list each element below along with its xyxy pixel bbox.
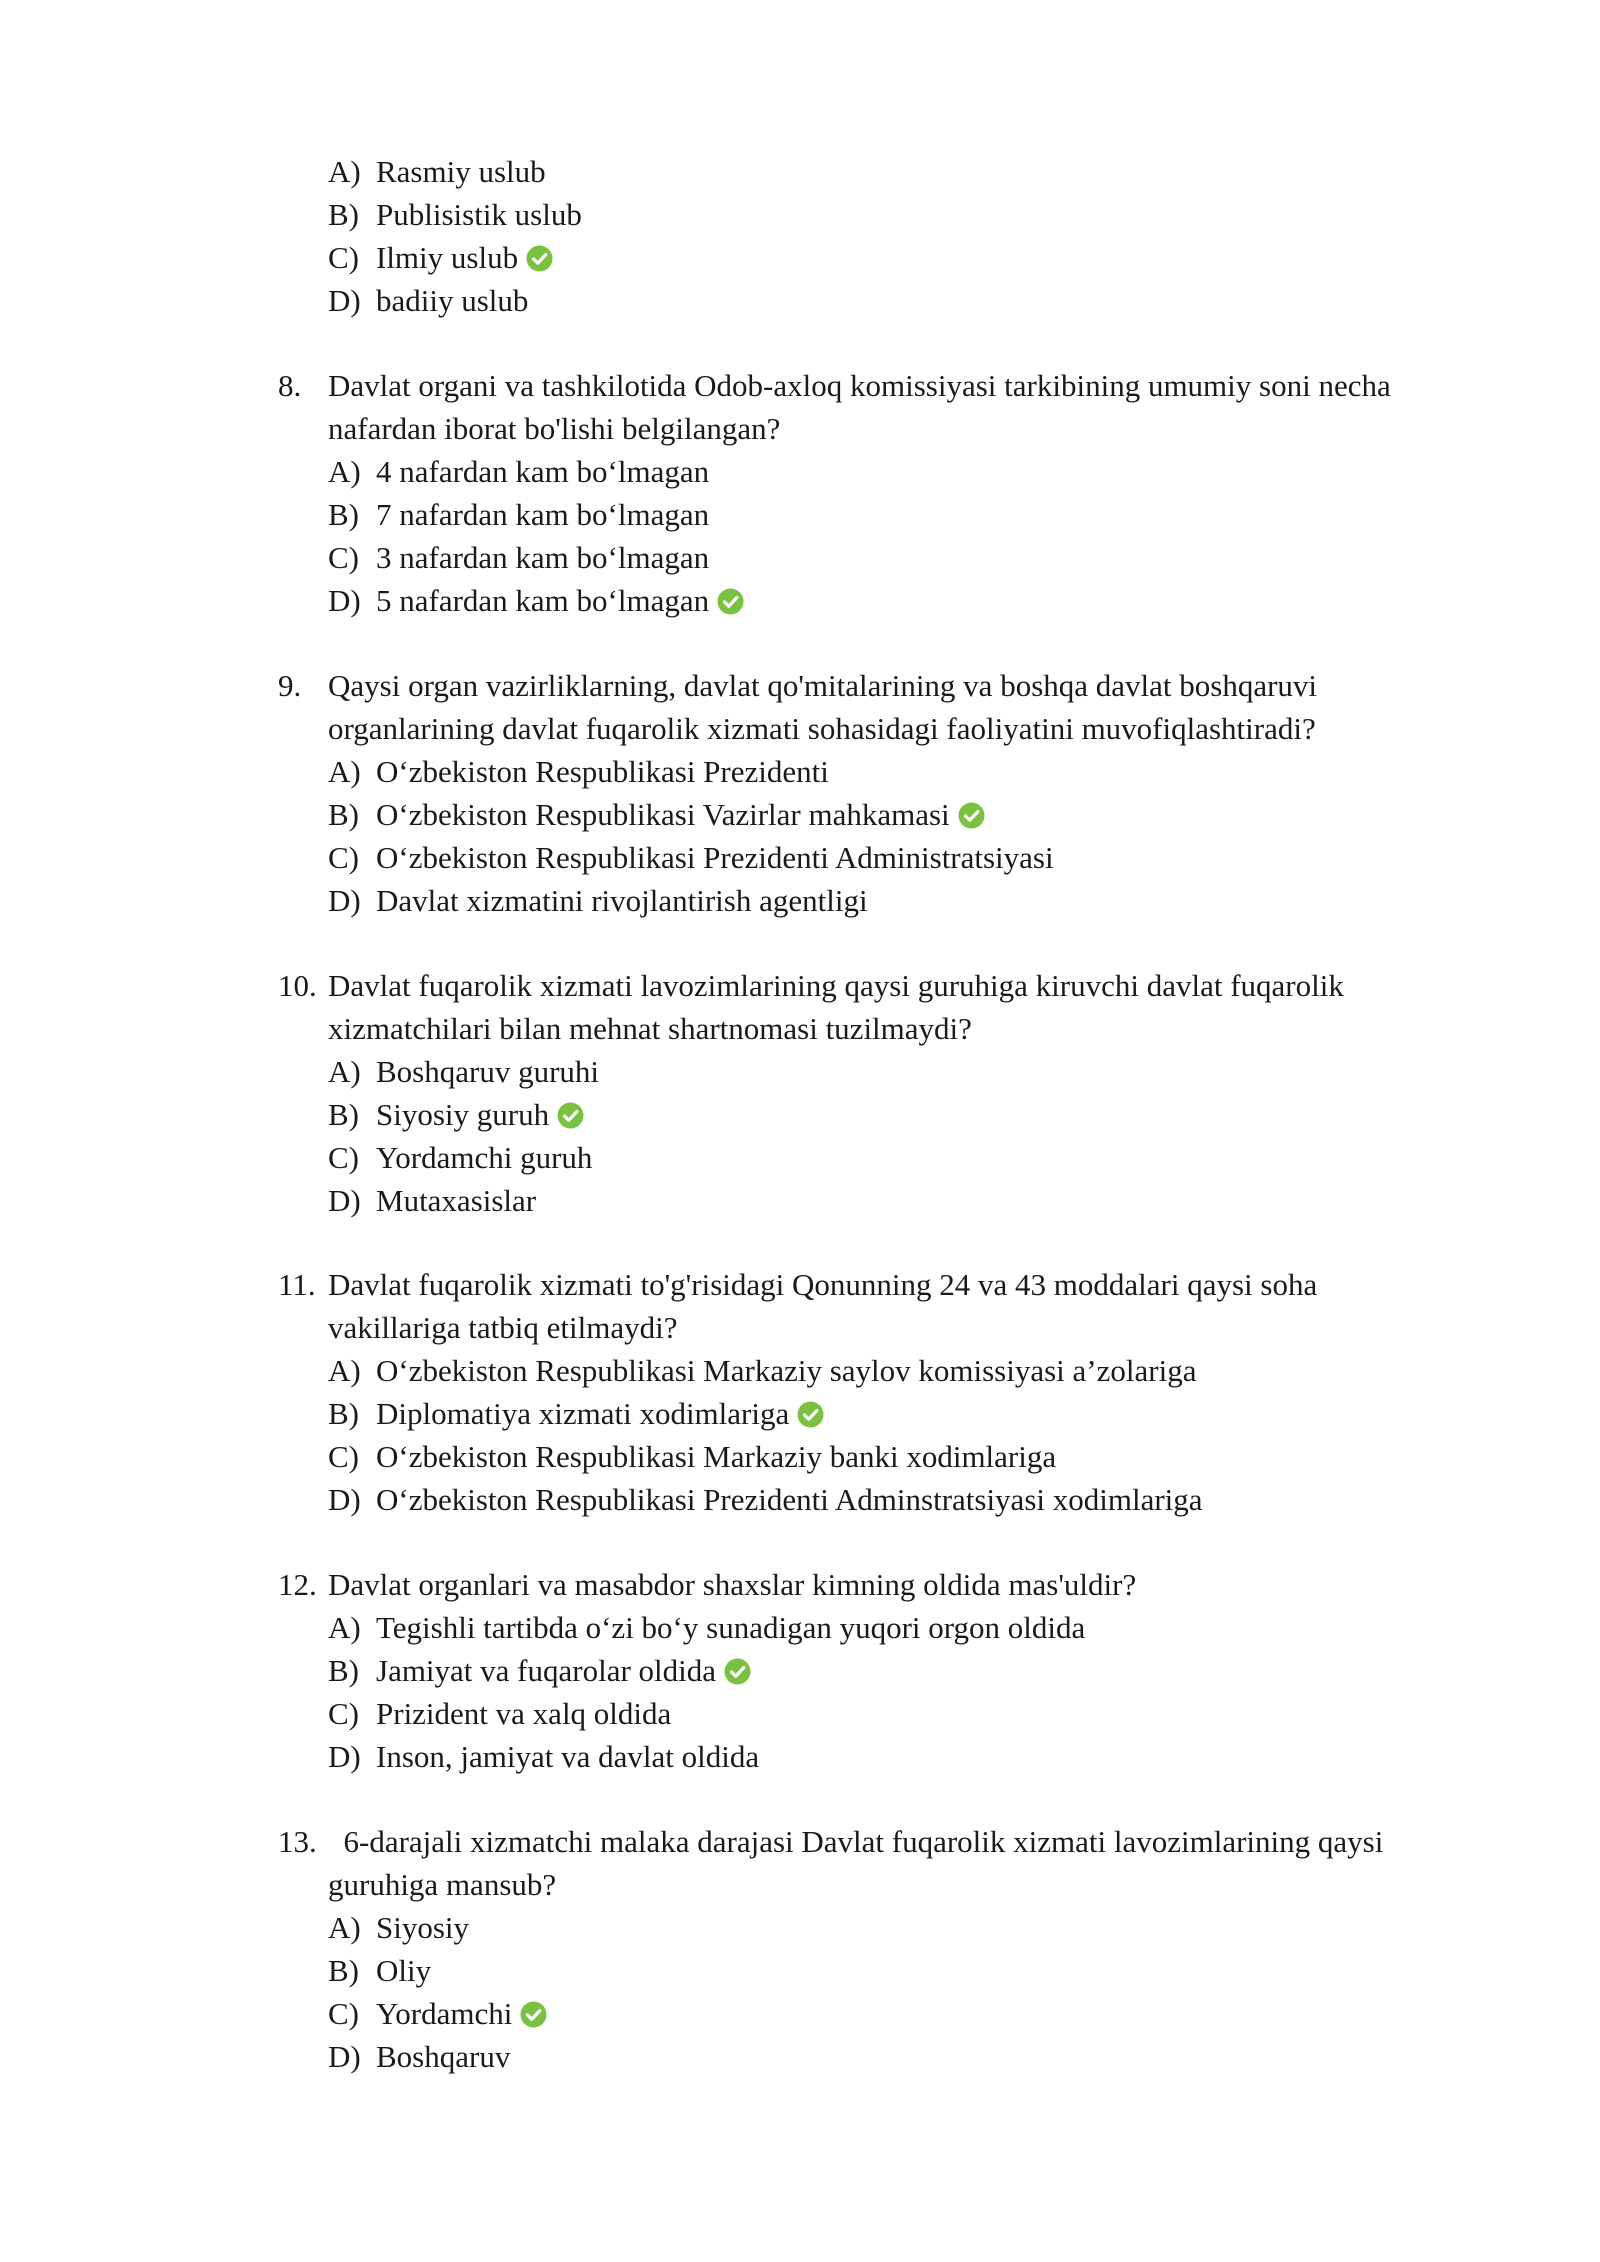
option-letter: D) — [328, 583, 361, 618]
correct-check-icon — [717, 588, 744, 615]
option-text: Boshqaruv guruhi — [376, 1054, 600, 1089]
question-number: 13. — [278, 1824, 317, 1859]
option-row — [0, 193, 1600, 236]
option-letter: D) — [328, 1739, 361, 1774]
question-line — [0, 664, 1600, 707]
option-row — [0, 1349, 1600, 1392]
option-letter: D) — [328, 283, 361, 318]
option-letter: D) — [328, 883, 361, 918]
option-letter: B) — [328, 1653, 359, 1688]
option-text: Rasmiy uslub — [376, 154, 546, 189]
option-letter: B) — [328, 197, 359, 232]
correct-check-icon — [958, 802, 985, 829]
option-text: Tegishli tartibda o‘zi bo‘y sunadigan yuqori orgon oldida — [376, 1610, 1086, 1645]
option-letter: A) — [328, 754, 361, 789]
option-text: badiiy uslub — [376, 283, 529, 318]
option-text: O‘zbekiston Respublikasi Vazirlar mahkamasi — [376, 793, 985, 836]
option-row — [0, 1649, 1600, 1692]
option-letter: B) — [328, 497, 359, 532]
question-line — [0, 1863, 1600, 1906]
option-row — [0, 1478, 1600, 1521]
option-letter: D) — [328, 1183, 361, 1218]
option-text: Diplomatiya xizmati xodimlariga — [376, 1392, 824, 1435]
question-text: organlarining davlat fuqarolik xizmati sohasidagi faoliyatini muvofiqlashtiradi? — [328, 711, 1316, 746]
option-row — [0, 536, 1600, 579]
option-text: Yordamchi — [376, 1992, 547, 2035]
option-letter: C) — [328, 1140, 359, 1175]
question-line — [0, 1263, 1600, 1306]
option-row — [0, 1735, 1600, 1778]
option-text: O‘zbekiston Respublikasi Markaziy saylov komissiyasi a’zolariga — [376, 1353, 1197, 1388]
question-block-8 — [0, 364, 1600, 622]
option-row — [0, 879, 1600, 922]
question-line — [0, 1306, 1600, 1349]
option-row — [0, 150, 1600, 193]
option-letter: C) — [328, 1439, 359, 1474]
question-number: 11. — [278, 1267, 316, 1302]
option-text: Ilmiy uslub — [376, 236, 553, 279]
option-letter: A) — [328, 1054, 361, 1089]
question-line — [0, 1007, 1600, 1050]
option-text: O‘zbekiston Respublikasi Prezidenti Administratsiyasi — [376, 840, 1054, 875]
option-text: Prizident va xalq oldida — [376, 1696, 672, 1731]
option-text: 5 nafardan kam bo‘lmagan — [376, 579, 744, 622]
option-text: O‘zbekiston Respublikasi Markaziy banki xodimlariga — [376, 1439, 1057, 1474]
question-text: Davlat organi va tashkilotida Odob-axloq komissiyasi tarkibining umumiy soni necha — [328, 368, 1391, 403]
question-text: vakillariga tatbiq etilmaydi? — [328, 1310, 678, 1345]
option-row — [0, 750, 1600, 793]
option-row — [0, 2035, 1600, 2078]
option-row — [0, 1606, 1600, 1649]
option-row — [0, 1692, 1600, 1735]
option-text: O‘zbekiston Respublikasi Prezidenti Adminstratsiyasi xodimlariga — [376, 1482, 1203, 1517]
option-row — [0, 1906, 1600, 1949]
option-letter: B) — [328, 1396, 359, 1431]
question-block-12 — [0, 1563, 1600, 1778]
option-letter: C) — [328, 1696, 359, 1731]
correct-check-icon — [797, 1401, 824, 1428]
option-row — [0, 836, 1600, 879]
option-letter: C) — [328, 840, 359, 875]
option-row — [0, 1179, 1600, 1222]
question-text: nafardan iborat bo'lishi belgilangan? — [328, 411, 781, 446]
question-block-9 — [0, 664, 1600, 922]
option-row — [0, 450, 1600, 493]
question-number: 8. — [278, 368, 302, 403]
question-block-13 — [0, 1820, 1600, 2078]
option-text: Inson, jamiyat va davlat oldida — [376, 1739, 760, 1774]
option-text: 4 nafardan kam bo‘lmagan — [376, 454, 710, 489]
option-text: Mutaxasislar — [376, 1183, 537, 1218]
question-text: 6-darajali xizmatchi malaka darajasi Davlat fuqarolik xizmati lavozimlarining qaysi — [328, 1824, 1384, 1859]
option-row — [0, 1093, 1600, 1136]
option-row — [0, 493, 1600, 536]
question-line — [0, 364, 1600, 407]
question-block-11 — [0, 1263, 1600, 1521]
option-text: 3 nafardan kam bo‘lmagan — [376, 540, 710, 575]
question-number: 9. — [278, 668, 302, 703]
option-row — [0, 1435, 1600, 1478]
option-letter: A) — [328, 454, 361, 489]
question-number: 12. — [278, 1567, 317, 1602]
option-text: Davlat xizmatini rivojlantirish agentligi — [376, 883, 868, 918]
option-letter: D) — [328, 1482, 361, 1517]
option-text: Publisistik uslub — [376, 197, 582, 232]
option-letter: C) — [328, 1996, 359, 2031]
question-text: Davlat fuqarolik xizmati to'g'risidagi Qonunning 24 va 43 moddalari qaysi soha — [328, 1267, 1318, 1302]
option-letter: B) — [328, 1097, 359, 1132]
correct-check-icon — [526, 245, 553, 272]
question-line — [0, 407, 1600, 450]
option-letter: A) — [328, 1910, 361, 1945]
question-text: Davlat organlari va masabdor shaxslar kimning oldida mas'uldir? — [328, 1567, 1137, 1602]
question-line — [0, 707, 1600, 750]
option-letter: D) — [328, 2039, 361, 2074]
option-row — [0, 236, 1600, 279]
question-block-10 — [0, 964, 1600, 1222]
question-text: Davlat fuqarolik xizmati lavozimlarining qaysi guruhiga kiruvchi davlat fuqarolik — [328, 968, 1344, 1003]
option-letter: A) — [328, 1610, 361, 1645]
question-number: 10. — [278, 968, 317, 1003]
option-row — [0, 1050, 1600, 1093]
option-row — [0, 579, 1600, 622]
option-letter: C) — [328, 540, 359, 575]
question-line — [0, 1563, 1600, 1606]
question-text: Qaysi organ vazirliklarning, davlat qo'mitalarining va boshqa davlat boshqaruvi — [328, 668, 1318, 703]
question-text: xizmatchilari bilan mehnat shartnomasi tuzilmaydi? — [328, 1011, 972, 1046]
option-text: O‘zbekiston Respublikasi Prezidenti — [376, 754, 829, 789]
option-text: Siyosiy — [376, 1910, 470, 1945]
correct-check-icon — [557, 1102, 584, 1129]
question-line — [0, 964, 1600, 1007]
option-text: Siyosiy guruh — [376, 1093, 584, 1136]
option-text: Yordamchi guruh — [376, 1140, 593, 1175]
option-text: Oliy — [376, 1953, 432, 1988]
option-letter: B) — [328, 1953, 359, 1988]
option-text: 7 nafardan kam bo‘lmagan — [376, 497, 710, 532]
option-letter: A) — [328, 1353, 361, 1388]
option-letter: A) — [328, 154, 361, 189]
question-text: guruhiga mansub? — [328, 1867, 557, 1902]
option-row — [0, 793, 1600, 836]
option-row — [0, 279, 1600, 322]
correct-check-icon — [520, 2001, 547, 2028]
option-row — [0, 1992, 1600, 2035]
option-row — [0, 1949, 1600, 1992]
option-text: Jamiyat va fuqarolar oldida — [376, 1649, 751, 1692]
option-row — [0, 1392, 1600, 1435]
option-row — [0, 1136, 1600, 1179]
option-letter: B) — [328, 797, 359, 832]
question-line — [0, 1820, 1600, 1863]
option-letter: C) — [328, 240, 359, 275]
question-block-7 — [0, 150, 1600, 322]
option-text: Boshqaruv — [376, 2039, 511, 2074]
correct-check-icon — [724, 1658, 751, 1685]
